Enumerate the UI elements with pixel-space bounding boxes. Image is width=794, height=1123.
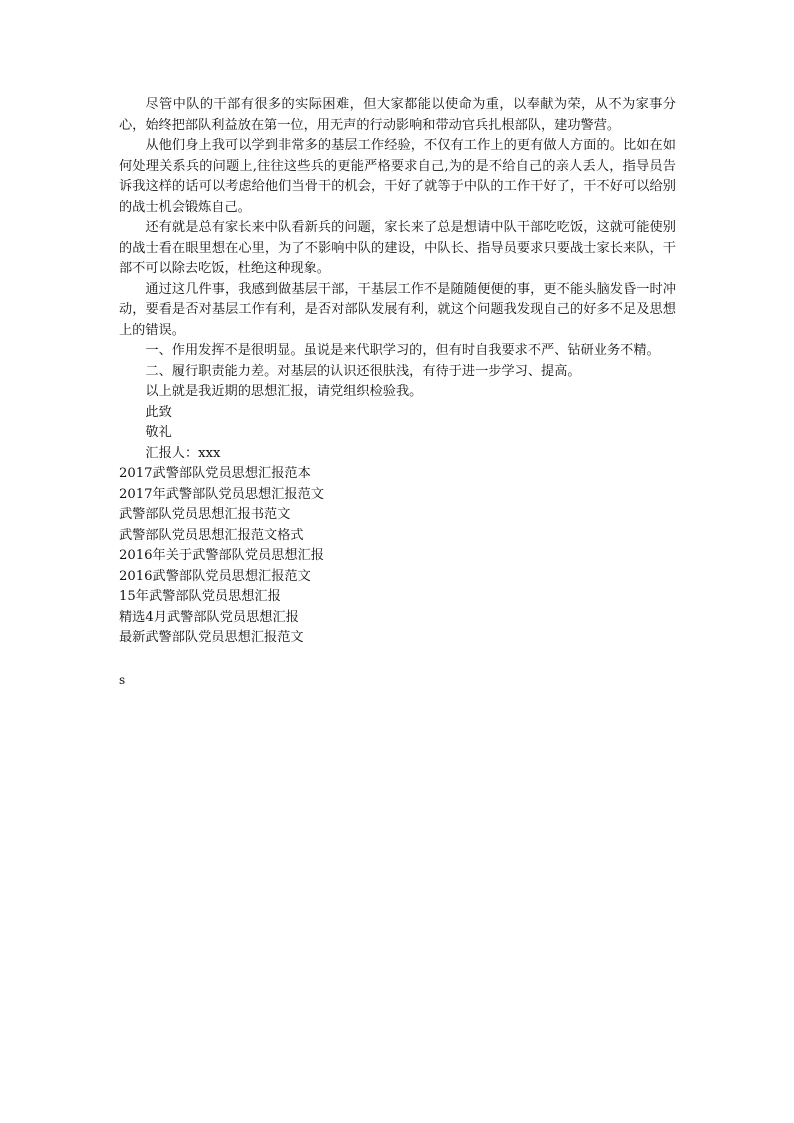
related-link[interactable]: 2017年武警部队党员思想汇报范文 bbox=[119, 486, 324, 502]
related-link[interactable]: 武警部队党员思想汇报范文格式 bbox=[119, 527, 304, 543]
footer-mark: s bbox=[119, 672, 126, 687]
paragraph-4: 通过这几件事，我感到做基层干部，干基层工作不是随随便便的事，更不能头脑发昏一时冲动，要看是否对基层工作有利，是否对部队发展有利，就这个问题我发现自己的好多不足及思想上的错误。 bbox=[119, 281, 676, 338]
related-link[interactable]: 精选4月武警部队党员思想汇报 bbox=[119, 609, 299, 625]
related-link[interactable]: 2016年关于武警部队党员思想汇报 bbox=[119, 548, 324, 563]
closing-salutation-1: 此致 bbox=[145, 404, 172, 420]
related-links-list bbox=[119, 464, 676, 649]
related-link[interactable]: 2017武警部队党员思想汇报范本 bbox=[119, 466, 311, 481]
paragraph-7: 以上就是我近期的思想汇报，请党组织检验我。 bbox=[145, 384, 423, 399]
related-link[interactable]: 武警部队党员思想汇报书范文 bbox=[119, 507, 291, 522]
closing-salutation-2: 敬礼 bbox=[145, 425, 172, 440]
related-link[interactable]: 最新武警部队党员思想汇报范文 bbox=[119, 630, 304, 645]
paragraph-1: 尽管中队的干部有很多的实际困难，但大家都能以使命为重，以奉献为荣，从不为家事分心，始终把部队利益放在第一位，用无声的行动影响和带动官兵扎根部队，建功警营。 bbox=[119, 97, 676, 133]
document-body bbox=[119, 95, 676, 690]
reporter-signature: 汇报人：xxx bbox=[145, 445, 221, 461]
paragraph-5: 一、作用发挥不是很明显。虽说是来代职学习的，但有时自我要求不严、钻研业务不精。 bbox=[145, 343, 660, 358]
paragraph-6: 二、履行职责能力差。对基层的认识还很肤浅，有待于进一步学习、提高。 bbox=[145, 363, 581, 379]
paragraph-2: 从他们身上我可以学到非常多的基层工作经验，不仅有工作上的更有做人方面的。比如在如何处理关系兵的问题上,往往这些兵的更能严格要求自己,为的是不给自己的亲人丢人，指导员告诉我这样的话可以考虑给他们当骨干的机会，干好了就等于中队的工作干好了，干不好可以给别的战士机会锻炼自己。 bbox=[119, 138, 676, 215]
related-link[interactable]: 2016武警部队党员思想汇报范文 bbox=[119, 568, 311, 584]
related-link[interactable]: 15年武警部队党员思想汇报 bbox=[119, 589, 281, 604]
paragraph-3: 还有就是总有家长来中队看新兵的问题，家长来了总是想请中队干部吃吃饭，这就可能使别的战士看在眼里想在心里，为了不影响中队的建设，中队长、指导员要求只要战士家长来队，干部不可以除去吃饭，杜绝这种现象。 bbox=[119, 220, 676, 276]
